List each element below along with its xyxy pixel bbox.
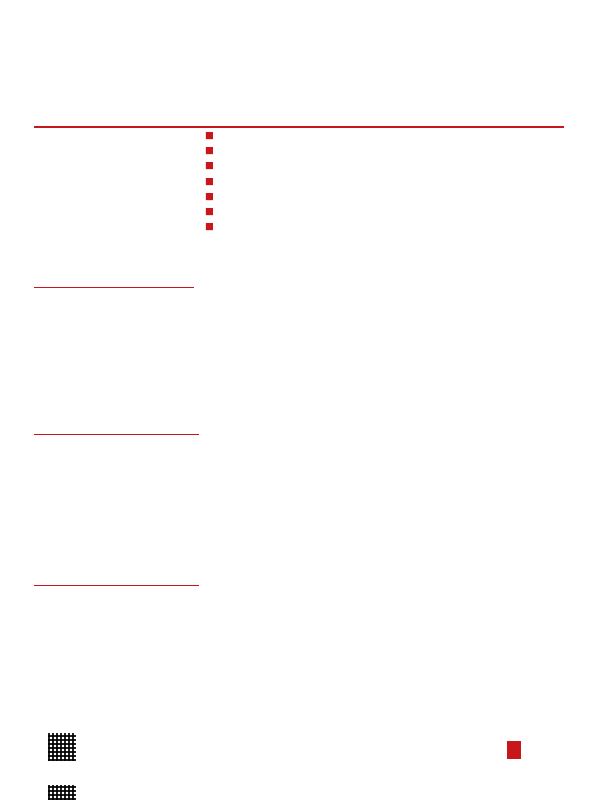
bullet-icon: ■: [205, 145, 214, 157]
bullet-icon: ■: [205, 160, 214, 172]
paragraph-4: [205, 174, 567, 189]
bullet-icon: ■: [205, 206, 214, 218]
bullet-icon: ■: [205, 130, 214, 141]
risk-paragraph: [205, 219, 567, 234]
analyst-info: [34, 585, 199, 588]
paragraph-2: [205, 143, 567, 158]
report-body: [205, 128, 567, 234]
related-reports: [34, 434, 199, 437]
bullet-icon: ■: [205, 221, 214, 233]
page-number: [507, 741, 521, 759]
performance-chart: [34, 147, 197, 255]
qr-code-2: [48, 785, 76, 800]
paragraph-5: [205, 189, 567, 204]
bullet-icon: ■: [205, 175, 214, 187]
related-header: [34, 434, 199, 435]
analyst-header: [34, 585, 199, 586]
qr-code: [48, 733, 76, 761]
bullet-icon: ■: [205, 190, 214, 202]
paragraph-3: [205, 158, 567, 173]
paragraph-1: [205, 128, 567, 143]
paragraph-6: [205, 204, 567, 219]
stock-table-header: [34, 276, 194, 288]
